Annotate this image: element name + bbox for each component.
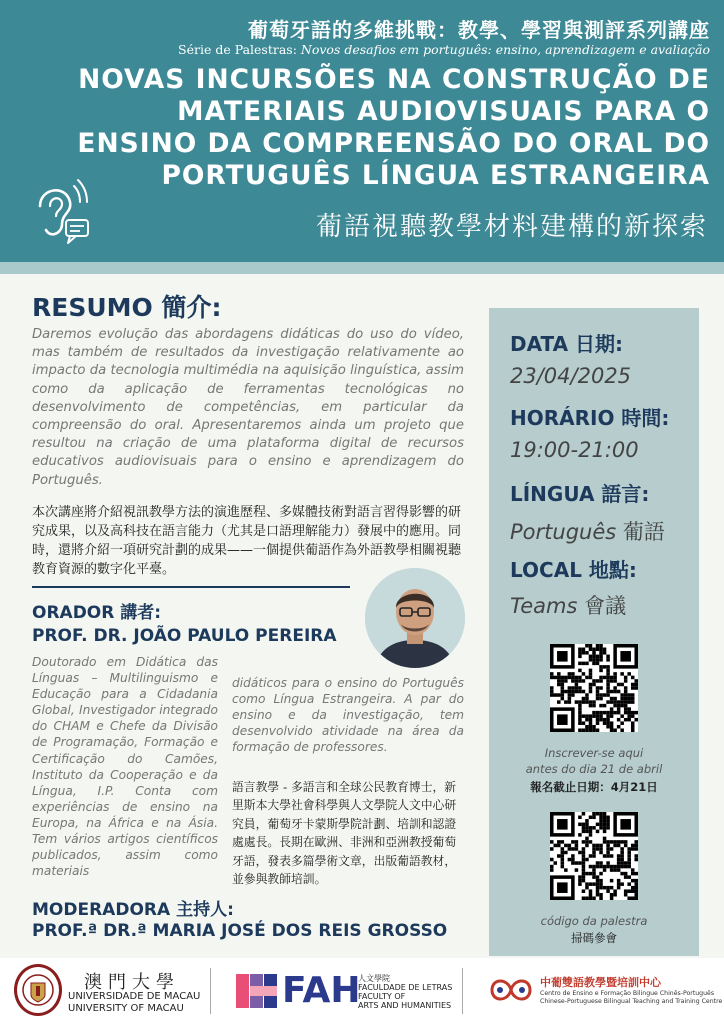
resumo-text-pt: Daremos evolução das abordagens didáticas do uso do vídeo, mas também de resultados da investigação relativamente ao impacto da tecnologia multimédia na aquisição linguística, assim como da aplicação de ferramentas tecnológicas no desenvolvimento de competências, em particular da compreensão do oral. Apresentaremos ainda um projeto que resultou na criação de uma plataforma digital de recursos educativos audiovisuais para o ensino e aprendizagem do Português. (32, 327, 464, 488)
series-title-pt (178, 42, 710, 57)
um-name-pt: UNIVERSIDADE DE MACAU (68, 991, 201, 1002)
data-label: DATA 日期: (510, 332, 624, 356)
speaker-photo (365, 568, 465, 668)
resumo-text-zh: 本次講座將介紹視訊教學方法的演進歷程、多媒體技術對語言習得影響的研究成果，以及高科技在語言能力（尤其是口語理解能力）發展中的應用。同時，還將介紹一項研究計劃的成果——一個提供葡語作為外語教學相關視聽教育資源的數字化平臺。 (32, 505, 462, 577)
lecture-title (20, 64, 710, 192)
speaker-name: PROF. DR. JOÃO PAULO PEREIRA (32, 626, 337, 646)
fah-mark: FAH (282, 970, 361, 1011)
orador-heading: ORADOR 講者: (32, 603, 162, 623)
university-seal-icon (14, 964, 62, 1016)
qr-code-icon (550, 812, 638, 900)
series-title-zh: 葡萄牙語的多維挑戰：教學、學習與測評系列講座 (248, 18, 710, 42)
fah-name-pt: FACULDADE DE LETRAS (358, 983, 453, 992)
fah-name (358, 974, 452, 1010)
palestra-zh: 掃碼參會 (571, 931, 617, 945)
lingua-label: LÍNGUA 語言: (510, 482, 650, 506)
local-value (510, 590, 626, 620)
local-value-zh: 會議 (584, 594, 627, 618)
fah-name-en-1: FACULTY OF (358, 992, 406, 1001)
speaker-bio-zh: 語言教學 - 多語言和全球公民教育博士，新里斯本大學社會科學與人文學院人文中心研究員，葡萄牙卡蒙斯學院計劃、培訓和認證處處長。長期在歐洲、非洲和亞洲教授葡萄牙語，發表多篇學術文章，出版葡語教材，並參與教師培訓。 (232, 780, 457, 887)
header-divider (0, 262, 724, 274)
lecture-title-zh: 葡語視聽教學材料建構的新探索 (315, 212, 708, 242)
palestra-note: código da palestra (540, 914, 648, 928)
resumo-heading: RESUMO 簡介: (32, 293, 222, 322)
horario-label: HORÁRIO 時間: (510, 406, 670, 430)
centre-name (540, 990, 722, 1006)
title-line: MATERIAIS AUDIOVISUAIS PARA O (177, 96, 710, 127)
section-divider (32, 586, 350, 588)
um-name-zh: 澳門大學 (84, 972, 180, 993)
fah-name-en-2: ARTS AND HUMANITIES (358, 1001, 452, 1010)
bilingual-centre-logo-icon (486, 972, 536, 1008)
header-banner (0, 0, 724, 262)
footer-divider (210, 968, 211, 1014)
data-value: 23/04/2025 (510, 364, 632, 388)
title-line: ENSINO DA COMPREENSÃO DO ORAL DO (77, 128, 710, 159)
centre-name-en: Chinese-Portuguese Bilingual Teaching and Training Centre (540, 998, 723, 1005)
register-qr-code[interactable] (550, 644, 638, 732)
lingua-value-pt: Português (510, 520, 617, 544)
series-prefix: Série de Palestras: (178, 42, 301, 57)
speaker-bio-pt-2: didáticos para o ensino do Português como Língua Estrangeira. A par do ensino e da investigação, tem desenvolvido atividade na área da formação de professores. (232, 676, 464, 755)
local-label: LOCAL 地點: (510, 558, 637, 582)
speaker-portrait-icon (365, 568, 465, 668)
register-deadline-zh: 報名截止日期：4月21日 (530, 780, 658, 794)
centre-name-pt: Centro de Ensino e Formação Bilingue Chinês-Português (540, 990, 715, 997)
series-name: Novos desafios em português: ensino, aprendizagem e avaliação (300, 42, 710, 57)
register-note-2: antes do dia 21 de abril (525, 762, 663, 776)
local-value-pt: Teams (510, 594, 578, 618)
centre-name-zh: 中葡雙語教學暨培訓中心 (540, 976, 661, 989)
moderadora-heading: MODERADORA 主持人: (32, 900, 234, 920)
event-info-panel (489, 308, 699, 956)
register-note-1: Inscrever-se aqui (544, 746, 644, 760)
fah-name-zh: 人文學院 (358, 974, 390, 983)
ear-speech-icon (32, 176, 92, 246)
um-name-en: UNIVERSITY OF MACAU (68, 1003, 184, 1014)
palestra-qr-code[interactable] (550, 812, 638, 900)
horario-value: 19:00-21:00 (510, 438, 639, 462)
um-name (68, 991, 200, 1015)
qr-code-icon (550, 644, 638, 732)
lingua-value-zh: 葡語 (622, 520, 665, 544)
footer-divider (462, 968, 463, 1014)
speaker-bio-pt-1: Doutorado em Didática das Línguas – Multilinguismo e Educação para a Cidadania Global, Investigador integrado do CHAM e Chefe da Divisão de Programação, Formação e Certificação do Camões, Instituto da Cooperação e da Língua, I.P. Conta com experiências de ensino na Europa, na África e na Ásia. Tem vários artigos científicos publicados, assim como materiais (32, 655, 218, 879)
moderator-name: PROF.ª DR.ª MARIA JOSÉ DOS REIS GROSSO (32, 921, 448, 941)
title-line: PORTUGUÊS LÍNGUA ESTRANGEIRA (161, 160, 710, 191)
title-line: NOVAS INCURSÕES NA CONSTRUÇÃO DE (78, 64, 710, 95)
fah-logo-icon (236, 974, 278, 1008)
footer-logos (0, 958, 724, 1024)
lingua-value (510, 516, 665, 546)
